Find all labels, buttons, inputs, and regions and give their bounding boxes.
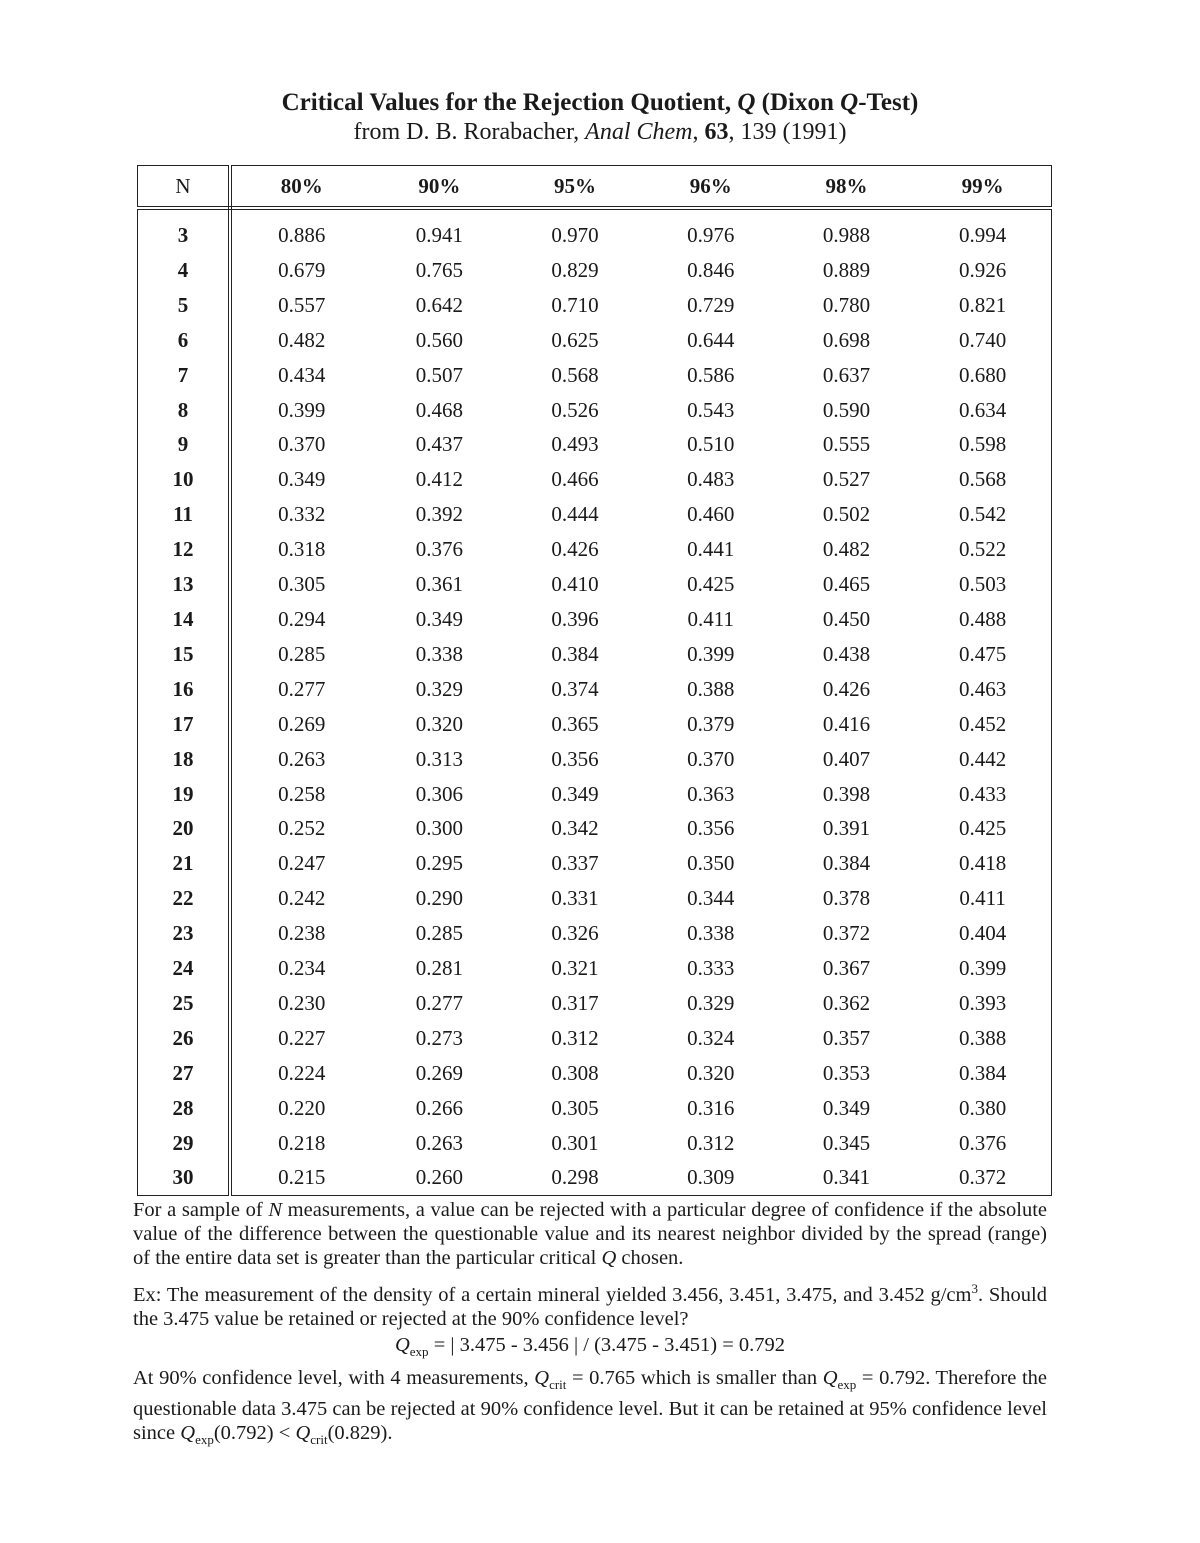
row-n-cell: 15	[138, 637, 231, 672]
critical-value-cell: 0.277	[415, 990, 463, 1015]
title-q: Q	[737, 89, 756, 116]
critical-value-cell: 0.277	[278, 676, 326, 701]
critical-value-cell: 0.374	[551, 676, 599, 701]
header-n: N	[138, 166, 231, 209]
critical-values-table	[137, 165, 1052, 1196]
critical-value-cell: 0.258	[278, 781, 326, 806]
critical-value-cell: 0.729	[687, 292, 735, 317]
critical-value-cell: 0.331	[551, 886, 599, 911]
row-n-cell: 20	[138, 811, 231, 846]
example-paragraph: Ex: The measurement of the density of a certain mineral yielded 3.456, 3.451, 3.475, and 3.452 $g/cm^3$. Should the 3.475 value be retained or rejected at the 90% confidence level?	[133, 1281, 1047, 1330]
critical-value-cell: 0.380	[959, 1095, 1007, 1120]
page-subtitle	[0, 118, 1200, 146]
table-row	[138, 567, 1052, 602]
title-text: Critical Values for the Rejection Quotient,	[281, 89, 738, 116]
critical-value-cell: 0.260	[415, 1165, 463, 1190]
table-row	[138, 777, 1052, 812]
critical-value-cell: 0.393	[959, 990, 1007, 1015]
critical-value-cell: 0.345	[822, 1130, 871, 1155]
critical-value-cell: 0.266	[415, 1095, 463, 1120]
table-row	[138, 1126, 1052, 1161]
critical-value-cell: 0.634	[959, 397, 1007, 422]
critical-value-cell: 0.312	[687, 1130, 735, 1155]
row-n-cell: 24	[138, 951, 231, 986]
critical-value-cell: 0.252	[278, 816, 326, 841]
table-row	[138, 881, 1052, 916]
row-n-cell: 21	[138, 846, 231, 881]
critical-value-cell: 0.542	[959, 502, 1007, 527]
table-row	[138, 986, 1052, 1021]
critical-value-cell: 0.294	[278, 606, 326, 631]
critical-value-cell: 0.362	[822, 990, 871, 1015]
critical-value-cell: 0.780	[822, 292, 871, 317]
critical-value-cell: 0.410	[551, 572, 599, 597]
row-n-cell: 3	[138, 208, 231, 253]
critical-value-cell: 0.316	[687, 1095, 735, 1120]
critical-value-cell: 0.333	[687, 956, 735, 981]
table-row	[138, 323, 1052, 358]
row-n-cell: 14	[138, 602, 231, 637]
table-row	[138, 846, 1052, 881]
table-row	[138, 253, 1052, 288]
title-text-mid: (Dixon	[755, 89, 841, 116]
critical-value-cell: 0.698	[822, 327, 871, 352]
critical-value-cell: 0.988	[822, 223, 871, 247]
row-n-cell: 11	[138, 497, 231, 532]
critical-value-cell: 0.426	[822, 676, 871, 701]
header-confidence: 80%	[230, 166, 371, 209]
critical-value-cell: 0.460	[687, 502, 735, 527]
row-n-cell: 23	[138, 916, 231, 951]
critical-value-cell: 0.218	[278, 1130, 326, 1155]
critical-value-cell: 0.376	[959, 1130, 1007, 1155]
critical-value-cell: 0.590	[822, 397, 871, 422]
critical-value-cell: 0.466	[551, 467, 599, 492]
critical-value-cell: 0.637	[822, 362, 871, 387]
critical-value-cell: 0.379	[687, 711, 735, 736]
critical-value-cell: 0.285	[278, 641, 326, 666]
critical-value-cell: 0.338	[687, 921, 735, 946]
critical-value-cell: 0.425	[687, 572, 735, 597]
row-n-cell: 4	[138, 253, 231, 288]
critical-value-cell: 0.357	[822, 1025, 871, 1050]
table-row	[138, 951, 1052, 986]
critical-value-cell: 0.337	[551, 851, 599, 876]
critical-value-cell: 0.370	[278, 432, 326, 457]
critical-value-cell: 0.412	[415, 467, 463, 492]
critical-value-cell: 0.527	[822, 467, 871, 492]
subtitle-comma: ,	[692, 119, 705, 145]
critical-value-cell: 0.349	[822, 1095, 871, 1120]
critical-value-cell: 0.425	[959, 816, 1007, 841]
critical-value-cell: 0.269	[415, 1060, 463, 1085]
critical-value-cell: 0.332	[278, 502, 326, 527]
critical-value-cell: 0.317	[551, 990, 599, 1015]
row-n-cell: 17	[138, 707, 231, 742]
critical-value-cell: 0.846	[687, 257, 735, 282]
table-row	[138, 393, 1052, 428]
table-row	[138, 288, 1052, 323]
critical-value-cell: 0.488	[959, 606, 1007, 631]
table-header	[138, 166, 1052, 209]
row-n-cell: 13	[138, 567, 231, 602]
table-row	[138, 1160, 1052, 1195]
conclusion-paragraph: At 90% confidence level, with 4 measurements, $Q_{crit} = 0.765$ which is smaller than $Q_{exp} = 0.792$. Therefore the questionable data 3.475 can be rejected at 90% confidence level. But it can be retained at 95% confidence level since $Q_{exp}(0.792) < Q_{crit}(0.829)$.	[133, 1366, 1048, 1448]
table-row	[138, 602, 1052, 637]
header-row	[138, 166, 1052, 209]
critical-value-cell: 0.309	[687, 1165, 735, 1190]
critical-value-cell: 0.926	[959, 257, 1007, 282]
title-q2: Q	[840, 89, 859, 116]
header-confidence: 98%	[779, 166, 915, 209]
critical-value-cell: 0.438	[822, 641, 871, 666]
critical-value-cell: 0.392	[415, 502, 463, 527]
q-exp-equation: $Q_{exp}$ = | 3.475 - 3.456 | / (3.475 - 3.451) = 0.792	[394, 1333, 786, 1359]
row-n-cell: 29	[138, 1126, 231, 1161]
critical-value-cell: 0.503	[959, 572, 1007, 597]
critical-value-cell: 0.344	[687, 886, 735, 911]
critical-value-cell: 0.349	[551, 781, 599, 806]
critical-value-cell: 0.372	[822, 921, 871, 946]
table-row	[138, 462, 1052, 497]
critical-value-cell: 0.300	[415, 816, 463, 841]
critical-value-cell: 0.625	[551, 327, 599, 352]
critical-value-cell: 0.543	[687, 397, 735, 422]
critical-value-cell: 0.510	[687, 432, 735, 457]
subtitle-author: from D. B. Rorabacher,	[353, 119, 586, 145]
critical-value-cell: 0.404	[959, 921, 1007, 946]
critical-value-cell: 0.475	[959, 641, 1007, 666]
subtitle-journal: Anal Chem	[585, 119, 693, 145]
critical-value-cell: 0.285	[415, 921, 463, 946]
critical-value-cell: 0.295	[415, 851, 463, 876]
critical-value-cell: 0.437	[415, 432, 463, 457]
critical-value-cell: 0.273	[415, 1025, 463, 1050]
critical-value-cell: 0.452	[959, 711, 1007, 736]
critical-value-cell: 0.941	[415, 223, 463, 247]
critical-value-cell: 0.329	[687, 990, 735, 1015]
critical-value-cell: 0.444	[551, 502, 599, 527]
critical-value-cell: 0.220	[278, 1095, 326, 1120]
row-n-cell: 8	[138, 393, 231, 428]
critical-value-cell: 0.399	[278, 397, 326, 422]
critical-value-cell: 0.326	[551, 921, 599, 946]
critical-value-cell: 0.598	[959, 432, 1007, 457]
critical-value-cell: 0.502	[822, 502, 871, 527]
critical-value-cell: 0.349	[415, 606, 463, 631]
critical-value-cell: 0.463	[959, 676, 1007, 701]
row-n-cell: 7	[138, 358, 231, 393]
critical-value-cell: 0.324	[687, 1025, 735, 1050]
critical-value-cell: 0.493	[551, 432, 599, 457]
critical-value-cell: 0.450	[822, 606, 871, 631]
critical-value-cell: 0.306	[415, 781, 463, 806]
critical-value-cell: 0.234	[278, 956, 326, 981]
subtitle-pages-year: , 139 (1991)	[728, 119, 847, 145]
row-n-cell: 5	[138, 288, 231, 323]
notes-section	[133, 1198, 1047, 1452]
row-n-cell: 25	[138, 986, 231, 1021]
header-confidence: 96%	[643, 166, 779, 209]
table-body	[138, 208, 1052, 1196]
critical-value-cell: 0.370	[687, 746, 735, 771]
critical-value-cell: 0.269	[278, 711, 326, 736]
critical-value-cell: 0.281	[415, 956, 463, 981]
critical-value-cell: 0.482	[822, 537, 871, 562]
table-row	[138, 532, 1052, 567]
table-row	[138, 1091, 1052, 1126]
critical-value-cell: 0.308	[551, 1060, 599, 1085]
critical-value-cell: 0.829	[551, 257, 599, 282]
row-n-cell: 30	[138, 1160, 231, 1195]
critical-value-cell: 0.568	[959, 467, 1007, 492]
critical-value-cell: 0.411	[959, 886, 1006, 911]
critical-value-cell: 0.341	[822, 1165, 871, 1190]
critical-value-cell: 0.227	[278, 1025, 326, 1050]
critical-value-cell: 0.886	[278, 223, 326, 247]
critical-value-cell: 0.384	[551, 641, 599, 666]
critical-value-cell: 0.765	[415, 257, 463, 282]
critical-value-cell: 0.434	[278, 362, 326, 387]
table-row	[138, 707, 1052, 742]
row-n-cell: 18	[138, 742, 231, 777]
critical-value-cell: 0.388	[687, 676, 735, 701]
critical-value-cell: 0.555	[822, 432, 871, 457]
critical-value-cell: 0.238	[278, 921, 326, 946]
critical-value-cell: 0.426	[551, 537, 599, 562]
critical-value-cell: 0.679	[278, 257, 326, 282]
critical-value-cell: 0.522	[959, 537, 1007, 562]
critical-value-cell: 0.994	[959, 223, 1007, 247]
critical-value-cell: 0.740	[959, 327, 1007, 352]
critical-value-cell: 0.507	[415, 362, 463, 387]
header-confidence: 99%	[914, 166, 1051, 209]
table-row	[138, 358, 1052, 393]
critical-value-cell: 0.644	[687, 327, 735, 352]
critical-value-cell: 0.416	[822, 711, 871, 736]
critical-value-cell: 0.321	[551, 956, 599, 981]
critical-value-cell: 0.560	[415, 327, 463, 352]
critical-value-cell: 0.399	[959, 956, 1007, 981]
header-confidence: 90%	[371, 166, 507, 209]
critical-value-cell: 0.411	[687, 606, 734, 631]
critical-value-cell: 0.263	[278, 746, 326, 771]
critical-value-cell: 0.230	[278, 990, 326, 1015]
critical-value-cell: 0.312	[551, 1025, 599, 1050]
table-row	[138, 637, 1052, 672]
title-block	[0, 88, 1200, 146]
table-row	[138, 916, 1052, 951]
critical-value-cell: 0.433	[959, 781, 1007, 806]
critical-value-cell: 0.557	[278, 292, 326, 317]
critical-value-cell: 0.642	[415, 292, 463, 317]
critical-value-cell: 0.384	[959, 1060, 1007, 1085]
critical-value-cell: 0.483	[687, 467, 735, 492]
critical-value-cell: 0.365	[551, 711, 599, 736]
row-n-cell: 22	[138, 881, 231, 916]
row-n-cell: 10	[138, 462, 231, 497]
critical-value-cell: 0.305	[278, 572, 326, 597]
critical-value-cell: 0.301	[551, 1130, 599, 1155]
critical-value-cell: 0.329	[415, 676, 463, 701]
critical-value-cell: 0.399	[687, 641, 735, 666]
critical-value-cell: 0.441	[687, 537, 735, 562]
critical-value-cell: 0.361	[415, 572, 463, 597]
critical-value-cell: 0.710	[551, 292, 599, 317]
critical-value-cell: 0.889	[822, 257, 871, 282]
critical-value-cell: 0.468	[415, 397, 463, 422]
critical-value-cell: 0.338	[415, 641, 463, 666]
critical-value-cell: 0.821	[959, 292, 1007, 317]
critical-value-cell: 0.442	[959, 746, 1007, 771]
critical-value-cell: 0.465	[822, 572, 871, 597]
table-row	[138, 497, 1052, 532]
table-row	[138, 427, 1052, 462]
critical-value-cell: 0.298	[551, 1165, 599, 1190]
critical-value-cell: 0.320	[687, 1060, 735, 1085]
row-n-cell: 9	[138, 427, 231, 462]
critical-value-cell: 0.407	[822, 746, 871, 771]
critical-value-cell: 0.290	[415, 886, 463, 911]
critical-value-cell: 0.318	[278, 537, 326, 562]
critical-value-cell: 0.247	[278, 851, 326, 876]
table-row	[138, 672, 1052, 707]
table-row	[138, 811, 1052, 846]
critical-value-cell: 0.391	[822, 816, 871, 841]
critical-value-cell: 0.378	[822, 886, 871, 911]
row-n-cell: 26	[138, 1021, 231, 1056]
critical-value-cell: 0.242	[278, 886, 326, 911]
critical-value-cell: 0.376	[415, 537, 463, 562]
row-n-cell: 27	[138, 1056, 231, 1091]
critical-value-cell: 0.526	[551, 397, 599, 422]
critical-value-cell: 0.398	[822, 781, 871, 806]
critical-value-cell: 0.356	[687, 816, 735, 841]
critical-value-cell: 0.976	[687, 223, 735, 247]
critical-value-cell: 0.305	[551, 1095, 599, 1120]
critical-value-cell: 0.482	[278, 327, 326, 352]
explanation-paragraph: For a sample of N measurements, a value can be rejected with a particular degree of confidence if the absolute value of the difference between the questionable value and its nearest neighbor divided by the spread (range) of the entire data set is greater than the particular critical Q chosen.	[133, 1199, 1047, 1269]
table-row	[138, 1056, 1052, 1091]
subtitle-volume: 63	[704, 119, 729, 145]
critical-value-cell: 0.970	[551, 223, 599, 247]
critical-value-cell: 0.350	[687, 851, 735, 876]
table-row	[138, 208, 1052, 253]
critical-value-cell: 0.586	[687, 362, 735, 387]
critical-value-cell: 0.680	[959, 362, 1007, 387]
critical-value-cell: 0.313	[415, 746, 463, 771]
critical-value-cell: 0.263	[415, 1130, 463, 1155]
critical-value-cell: 0.342	[551, 816, 599, 841]
critical-value-cell: 0.363	[687, 781, 735, 806]
critical-value-cell: 0.349	[278, 467, 326, 492]
row-n-cell: 12	[138, 532, 231, 567]
critical-value-cell: 0.224	[278, 1060, 326, 1085]
table-row	[138, 742, 1052, 777]
critical-value-cell: 0.418	[959, 851, 1007, 876]
row-n-cell: 16	[138, 672, 231, 707]
critical-value-cell: 0.388	[959, 1025, 1007, 1050]
critical-value-cell: 0.384	[822, 851, 871, 876]
row-n-cell: 19	[138, 777, 231, 812]
critical-value-cell: 0.356	[551, 746, 599, 771]
critical-value-cell: 0.367	[822, 956, 871, 981]
row-n-cell: 28	[138, 1091, 231, 1126]
header-confidence: 95%	[507, 166, 643, 209]
critical-value-cell: 0.215	[278, 1165, 326, 1190]
critical-value-cell: 0.353	[822, 1060, 871, 1085]
page-title	[0, 88, 1200, 118]
critical-value-cell: 0.320	[415, 711, 463, 736]
critical-value-cell: 0.396	[551, 606, 599, 631]
row-n-cell: 6	[138, 323, 231, 358]
table-row	[138, 1021, 1052, 1056]
critical-value-cell: 0.372	[959, 1165, 1007, 1190]
critical-value-cell: 0.568	[551, 362, 599, 387]
title-text-suffix: -Test)	[858, 89, 919, 116]
